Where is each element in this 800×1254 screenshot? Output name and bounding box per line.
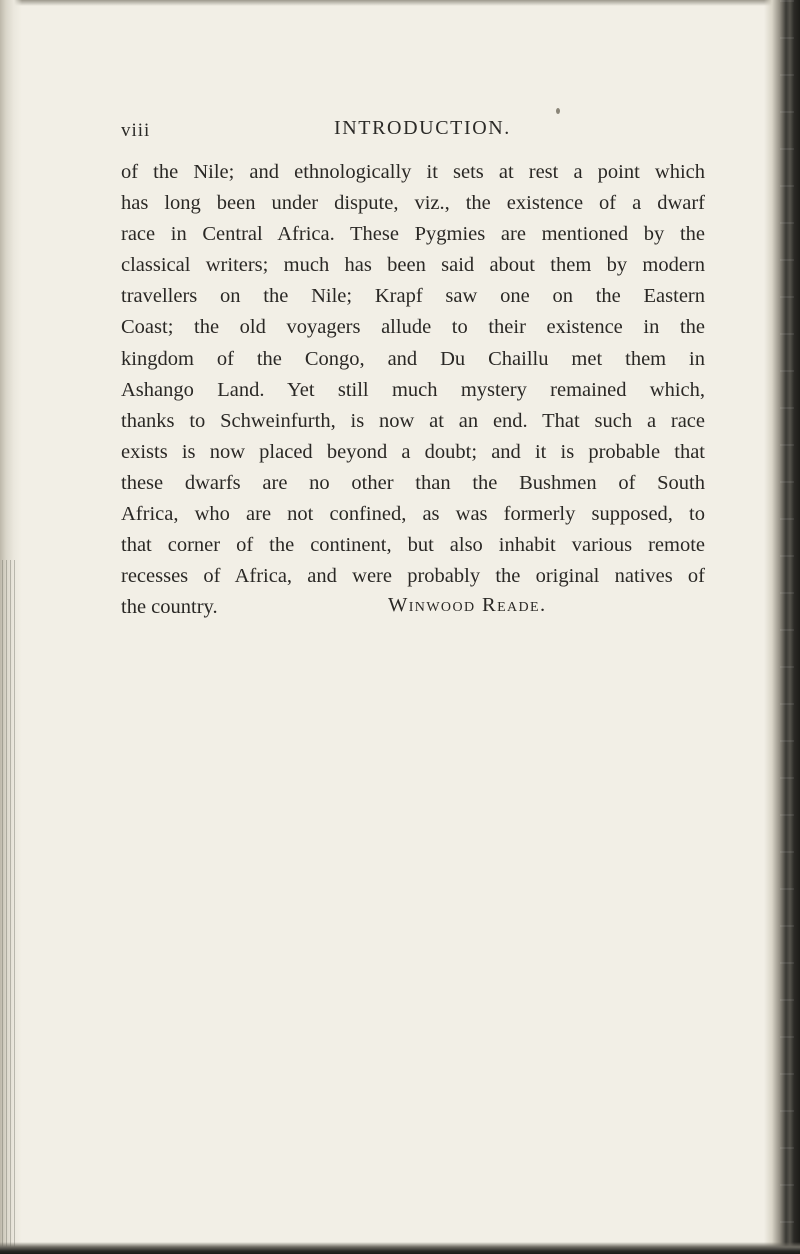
page-bottom-edge [0,1242,800,1254]
page-top-shadow [0,0,800,6]
text-line: Ashango Land. Yet still much mystery remained which, [121,378,705,401]
text-line: travellers on the Nile; Krapf saw one on the Eastern [121,285,705,308]
text-line: Africa, who are not confined, as was formerly supposed, to [121,503,705,526]
running-head-title: INTRODUCTION. [334,117,511,139]
text-line: recesses of Africa, and were probably the original natives of [121,565,705,588]
running-head [0,114,760,144]
page-left-edge-lines [2,560,18,1250]
text-line: kingdom of the Congo, and Du Chaillu met them in [121,347,705,370]
text-line: Coast; the old voyagers allude to their existence in the [121,316,705,339]
page-number: viii [121,120,151,141]
text-line: race in Central Africa. These Pygmies are mentioned by the [121,223,705,246]
text-line: has long been under dispute, viz., the existence of a dwarf [121,192,705,215]
body-paragraph [121,157,705,623]
text-line: exists is now placed beyond a doubt; and it is probable that [121,440,705,463]
text-line: classical writers; much has been said about them by modern [121,254,705,277]
text-line: thanks to Schweinfurth, is now at an end. That such a race [121,409,705,432]
author-signature: Winwood Reade. [388,594,547,616]
text-line: of the Nile; and ethnologically it sets at rest a point which [121,161,705,183]
text-line: these dwarfs are no other than the Bushmen of South [121,471,705,494]
binding-streaks [780,0,794,1254]
text-line: the country. [121,596,218,619]
text-line: that corner of the continent, but also inhabit various remote [121,534,705,557]
